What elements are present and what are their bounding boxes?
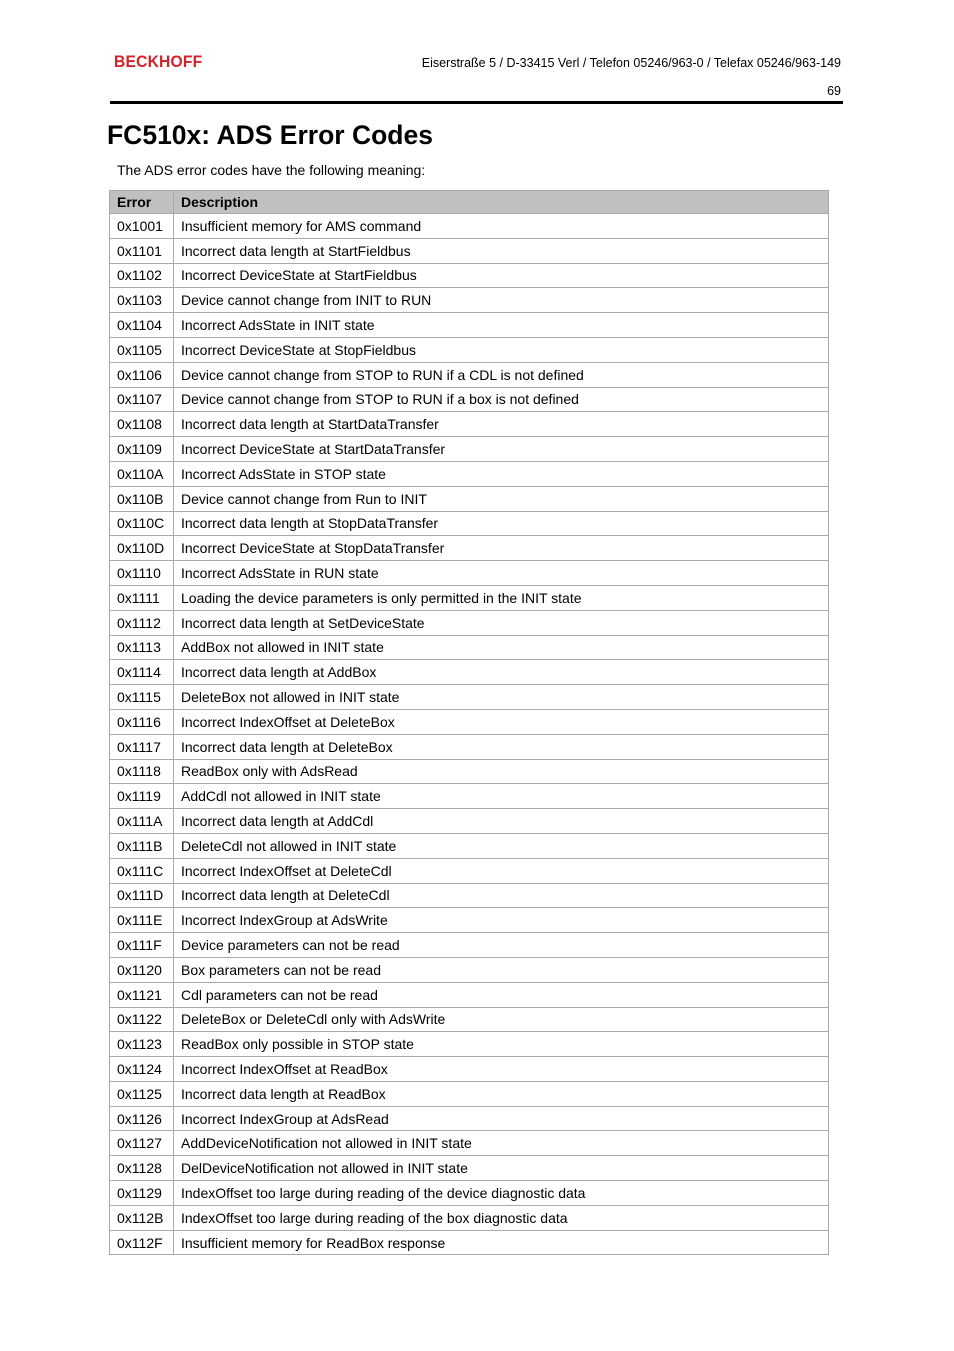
- table-row: [110, 982, 829, 1007]
- error-code-cell: 0x1116: [110, 709, 174, 734]
- error-description-cell: DelDeviceNotification not allowed in INIT state: [174, 1156, 829, 1181]
- error-description-cell: Incorrect IndexGroup at AdsRead: [174, 1106, 829, 1131]
- error-code-cell: 0x110B: [110, 486, 174, 511]
- error-description-cell: Incorrect AdsState in RUN state: [174, 561, 829, 586]
- error-code-cell: 0x1127: [110, 1131, 174, 1156]
- error-code-cell: 0x111D: [110, 883, 174, 908]
- error-code-cell: 0x1117: [110, 734, 174, 759]
- table-row: [110, 685, 829, 710]
- table-row: [110, 461, 829, 486]
- table-row: [110, 833, 829, 858]
- error-code-cell: 0x111E: [110, 908, 174, 933]
- error-description-cell: Incorrect IndexOffset at DeleteBox: [174, 709, 829, 734]
- error-code-cell: 0x1118: [110, 759, 174, 784]
- error-code-cell: 0x1120: [110, 957, 174, 982]
- error-code-cell: 0x1125: [110, 1081, 174, 1106]
- table-row: [110, 1131, 829, 1156]
- table-row: [110, 1181, 829, 1206]
- table-row: [110, 957, 829, 982]
- table-row: [110, 1057, 829, 1082]
- table-row: [110, 1205, 829, 1230]
- error-code-cell: 0x1110: [110, 561, 174, 586]
- table-row: [110, 635, 829, 660]
- error-description-cell: DeleteCdl not allowed in INIT state: [174, 833, 829, 858]
- table-row: [110, 313, 829, 338]
- table-row: [110, 1156, 829, 1181]
- table-row: [110, 511, 829, 536]
- error-description-cell: Device cannot change from STOP to RUN if a CDL is not defined: [174, 362, 829, 387]
- error-description-cell: Incorrect DeviceState at StopFieldbus: [174, 337, 829, 362]
- error-description-cell: Incorrect IndexOffset at DeleteCdl: [174, 858, 829, 883]
- table-row: [110, 214, 829, 239]
- error-description-cell: Incorrect data length at AddCdl: [174, 809, 829, 834]
- error-description-cell: DeleteBox not allowed in INIT state: [174, 685, 829, 710]
- table-row: [110, 709, 829, 734]
- table-row: [110, 1230, 829, 1255]
- error-description-cell: Incorrect DeviceState at StartFieldbus: [174, 263, 829, 288]
- table-row: [110, 858, 829, 883]
- table-row: [110, 734, 829, 759]
- table-row: [110, 561, 829, 586]
- error-description-cell: Incorrect DeviceState at StopDataTransfer: [174, 536, 829, 561]
- error-description-cell: DeleteBox or DeleteCdl only with AdsWrite: [174, 1007, 829, 1032]
- table-row: [110, 536, 829, 561]
- table-row: [110, 362, 829, 387]
- table-row: [110, 759, 829, 784]
- error-description-cell: Incorrect data length at DeleteCdl: [174, 883, 829, 908]
- error-description-cell: IndexOffset too large during reading of the box diagnostic data: [174, 1205, 829, 1230]
- column-header-description: Description: [174, 191, 829, 214]
- error-description-cell: Incorrect AdsState in INIT state: [174, 313, 829, 338]
- error-code-cell: 0x1104: [110, 313, 174, 338]
- error-description-cell: Incorrect AdsState in STOP state: [174, 461, 829, 486]
- table-row: [110, 337, 829, 362]
- error-code-cell: 0x1001: [110, 214, 174, 239]
- table-row: [110, 908, 829, 933]
- error-code-cell: 0x1108: [110, 412, 174, 437]
- error-code-cell: 0x1123: [110, 1032, 174, 1057]
- error-code-cell: 0x111C: [110, 858, 174, 883]
- error-code-cell: 0x110D: [110, 536, 174, 561]
- error-description-cell: Insufficient memory for AMS command: [174, 214, 829, 239]
- error-description-cell: Incorrect data length at ReadBox: [174, 1081, 829, 1106]
- error-description-cell: Incorrect data length at SetDeviceState: [174, 610, 829, 635]
- beckhoff-logo: BECKHOFF: [114, 52, 203, 71]
- error-description-cell: AddBox not allowed in INIT state: [174, 635, 829, 660]
- error-code-cell: 0x1109: [110, 437, 174, 462]
- error-code-cell: 0x110A: [110, 461, 174, 486]
- error-description-cell: Loading the device parameters is only permitted in the INIT state: [174, 585, 829, 610]
- error-code-cell: 0x1126: [110, 1106, 174, 1131]
- error-code-cell: 0x1122: [110, 1007, 174, 1032]
- error-description-cell: IndexOffset too large during reading of the device diagnostic data: [174, 1181, 829, 1206]
- error-code-cell: 0x1115: [110, 685, 174, 710]
- error-code-cell: 0x1101: [110, 238, 174, 263]
- error-code-cell: 0x1113: [110, 635, 174, 660]
- error-description-cell: Device parameters can not be read: [174, 933, 829, 958]
- table-row: [110, 387, 829, 412]
- table-row: [110, 809, 829, 834]
- error-description-cell: Incorrect IndexGroup at AdsWrite: [174, 908, 829, 933]
- company-address: Eiserstraße 5 / D-33415 Verl / Telefon 05246/963-0 / Telefax 05246/963-149: [421, 56, 841, 70]
- table-row: [110, 412, 829, 437]
- error-description-cell: ReadBox only possible in STOP state: [174, 1032, 829, 1057]
- error-code-cell: 0x1107: [110, 387, 174, 412]
- table-row: [110, 263, 829, 288]
- table-row: [110, 288, 829, 313]
- page-title: FC510x: ADS Error Codes: [107, 120, 433, 150]
- error-code-cell: 0x1129: [110, 1181, 174, 1206]
- error-code-cell: 0x111F: [110, 933, 174, 958]
- error-code-cell: 0x1102: [110, 263, 174, 288]
- error-description-cell: Incorrect data length at StopDataTransfer: [174, 511, 829, 536]
- error-description-cell: AddCdl not allowed in INIT state: [174, 784, 829, 809]
- error-description-cell: Box parameters can not be read: [174, 957, 829, 982]
- error-description-cell: Incorrect IndexOffset at ReadBox: [174, 1057, 829, 1082]
- table-row: [110, 437, 829, 462]
- error-description-cell: Device cannot change from INIT to RUN: [174, 288, 829, 313]
- header-divider: [110, 101, 843, 104]
- column-header-error: Error: [110, 191, 174, 214]
- error-code-cell: 0x1103: [110, 288, 174, 313]
- error-codes-body: [110, 214, 829, 1255]
- error-code-cell: 0x1111: [110, 585, 174, 610]
- error-description-cell: Incorrect data length at DeleteBox: [174, 734, 829, 759]
- error-code-cell: 0x111A: [110, 809, 174, 834]
- error-code-cell: 0x111B: [110, 833, 174, 858]
- error-description-cell: AddDeviceNotification not allowed in INIT state: [174, 1131, 829, 1156]
- error-code-cell: 0x1112: [110, 610, 174, 635]
- table-row: [110, 1106, 829, 1131]
- table-row: [110, 1081, 829, 1106]
- table-row: [110, 660, 829, 685]
- error-description-cell: Incorrect data length at AddBox: [174, 660, 829, 685]
- table-row: [110, 486, 829, 511]
- table-row: [110, 784, 829, 809]
- table-row: [110, 1032, 829, 1057]
- error-code-cell: 0x1119: [110, 784, 174, 809]
- table-row: [110, 933, 829, 958]
- table-row: [110, 883, 829, 908]
- table-row: [110, 610, 829, 635]
- error-codes-table: [109, 190, 829, 1255]
- error-code-cell: 0x1105: [110, 337, 174, 362]
- error-description-cell: Device cannot change from STOP to RUN if a box is not defined: [174, 387, 829, 412]
- table-header-row: [110, 191, 829, 214]
- error-description-cell: Device cannot change from Run to INIT: [174, 486, 829, 511]
- error-description-cell: Insufficient memory for ReadBox response: [174, 1230, 829, 1255]
- table-row: [110, 1007, 829, 1032]
- error-code-cell: 0x1114: [110, 660, 174, 685]
- table-row: [110, 238, 829, 263]
- error-description-cell: Cdl parameters can not be read: [174, 982, 829, 1007]
- error-code-cell: 0x1106: [110, 362, 174, 387]
- error-code-cell: 0x112F: [110, 1230, 174, 1255]
- error-description-cell: ReadBox only with AdsRead: [174, 759, 829, 784]
- error-code-cell: 0x110C: [110, 511, 174, 536]
- intro-text: The ADS error codes have the following meaning:: [117, 162, 426, 178]
- error-code-cell: 0x112B: [110, 1205, 174, 1230]
- error-description-cell: Incorrect DeviceState at StartDataTransfer: [174, 437, 829, 462]
- error-code-cell: 0x1121: [110, 982, 174, 1007]
- error-description-cell: Incorrect data length at StartFieldbus: [174, 238, 829, 263]
- error-code-cell: 0x1124: [110, 1057, 174, 1082]
- error-description-cell: Incorrect data length at StartDataTransfer: [174, 412, 829, 437]
- table-row: [110, 585, 829, 610]
- error-code-cell: 0x1128: [110, 1156, 174, 1181]
- page-number: 69: [827, 84, 841, 98]
